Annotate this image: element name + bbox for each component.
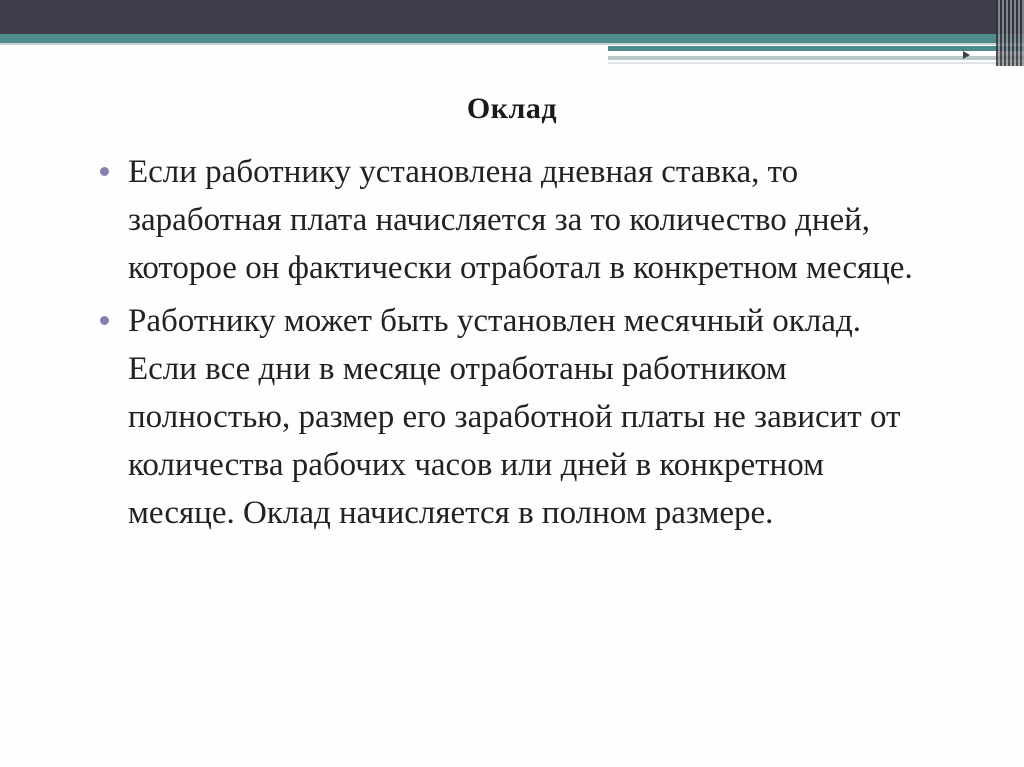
bullet-list xyxy=(100,148,920,542)
header-band-teal xyxy=(0,34,1024,43)
bullet-text: Работнику может быть установлен месячный оклад. Если все дни в месяце отработаны работником полностью, размер его заработной платы не зависит от количества рабочих часов или дней в конкретном месяце. Оклад начисляется в полном размере. xyxy=(128,303,901,531)
header-ribbon-teal xyxy=(608,46,1024,51)
header-ribbon-light xyxy=(608,62,1024,64)
bullet-dot-icon xyxy=(100,316,109,325)
bullet-item xyxy=(100,297,920,537)
bullet-item xyxy=(100,148,920,292)
header-band-dark xyxy=(0,0,1024,34)
header-band-gray xyxy=(0,43,1024,45)
header-edge-stripes xyxy=(996,0,1024,66)
slide-title: Оклад xyxy=(466,92,558,125)
arrow-right-icon xyxy=(963,51,970,59)
header-ribbon-gray xyxy=(608,56,1024,60)
bullet-text: Если работнику установлена дневная ставка, то заработная плата начисляется за то количество дней, которое он фактически отработал в конкретном месяце. xyxy=(128,154,913,286)
bullet-dot-icon xyxy=(100,167,109,176)
